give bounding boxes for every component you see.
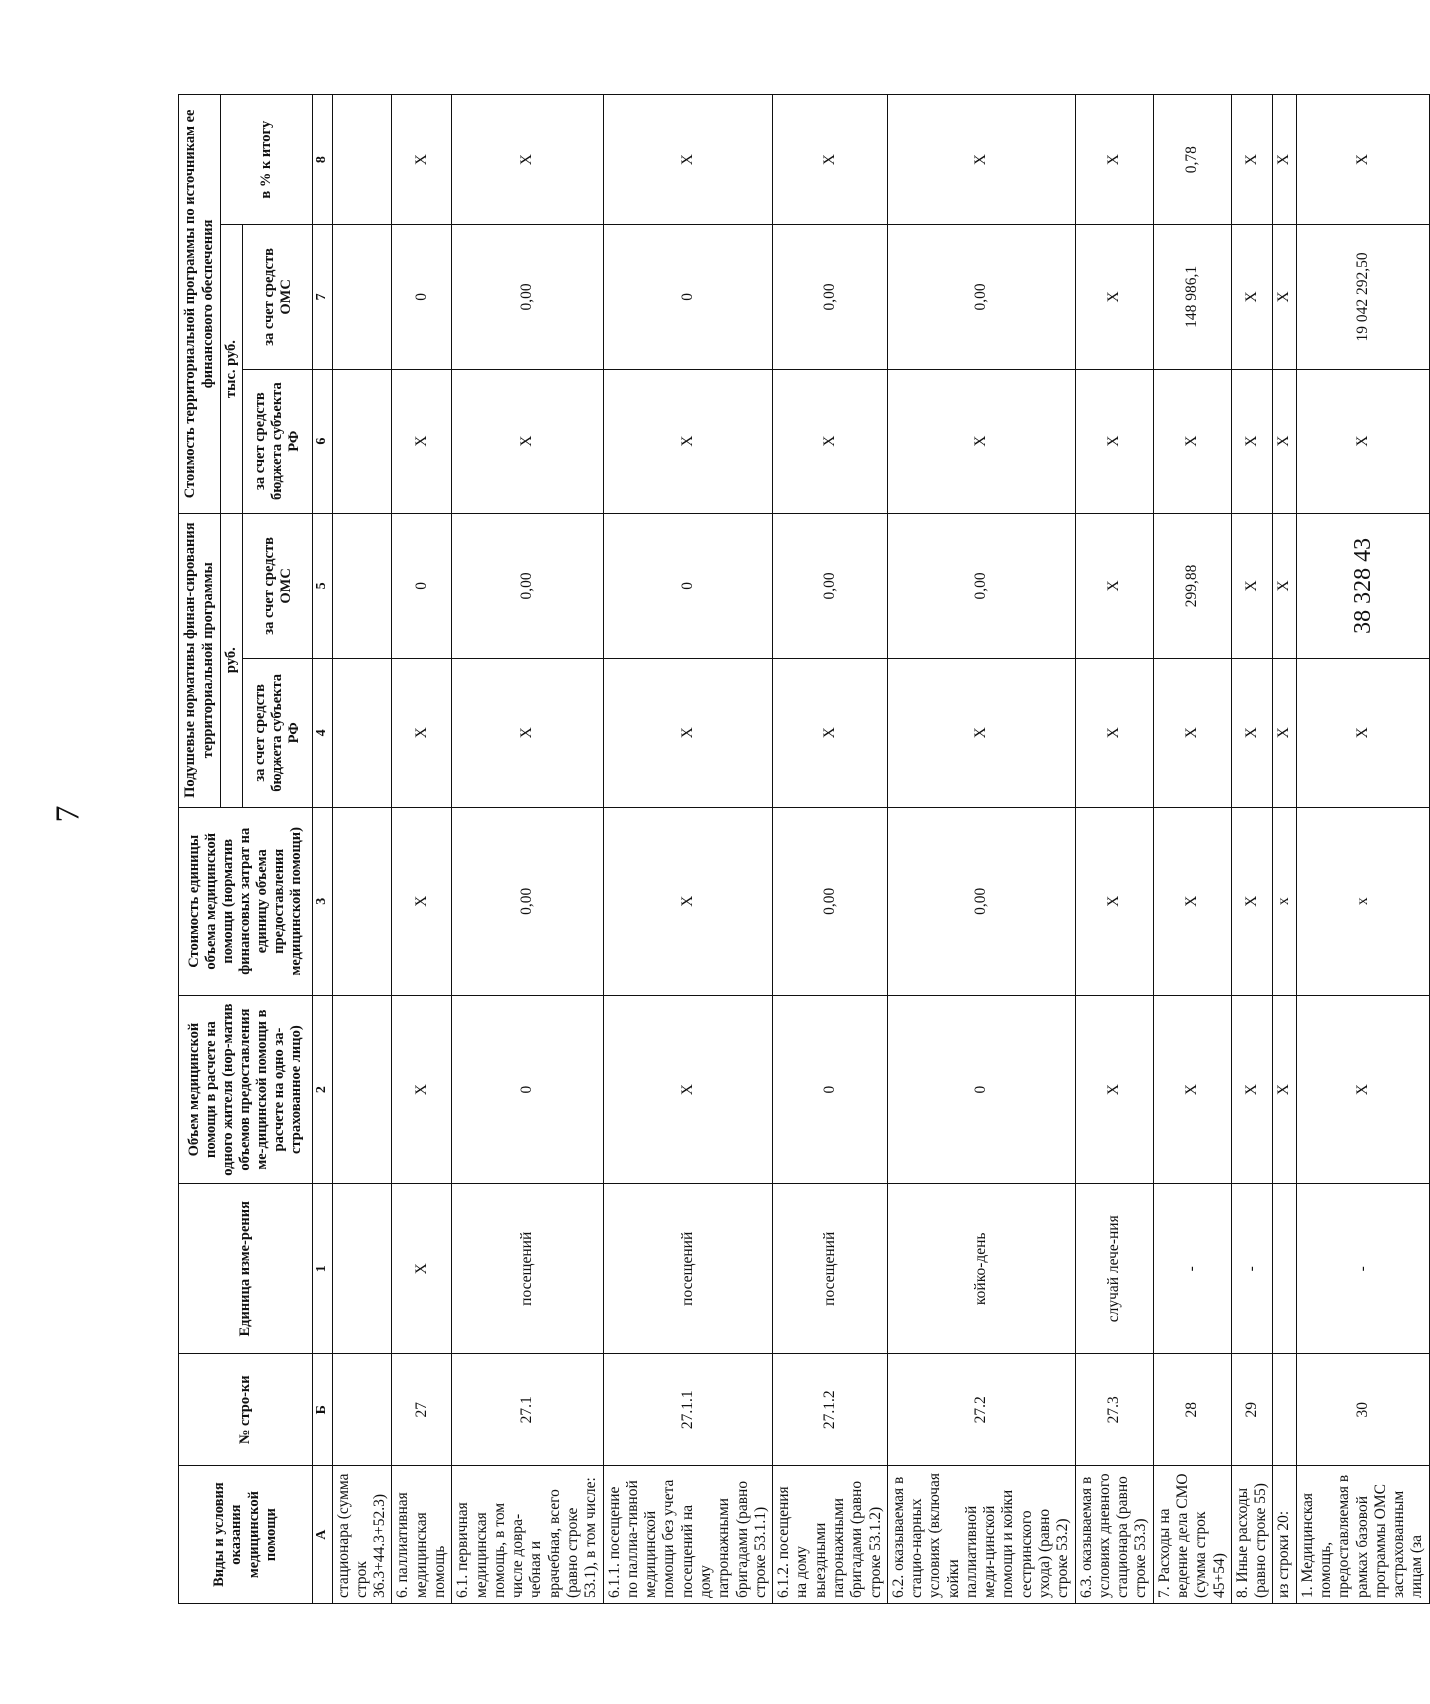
col-number: 4 [313, 659, 333, 808]
col-number: Б [313, 1354, 333, 1466]
cell: Х [1296, 659, 1429, 808]
cell: 0,00 [887, 807, 1075, 995]
cell: Х [1075, 807, 1153, 995]
cell: Х [1153, 369, 1231, 513]
cell [332, 225, 392, 369]
cell: 28 [1153, 1354, 1231, 1466]
cell: Х [1153, 995, 1231, 1183]
cell: 27 [392, 1354, 452, 1466]
cell: 0,00 [773, 225, 888, 369]
cell [332, 513, 392, 658]
col-number: 3 [313, 807, 333, 995]
cell: Х [603, 369, 773, 513]
cell: посещений [603, 1184, 773, 1354]
header-volume: Объем медицинской помощи в расчете на одного жителя (нор-матив объемов предоставления ме-дицинской помощи в расчете на одно за-страхованное лицо) [179, 995, 313, 1183]
cell: Х [1075, 369, 1153, 513]
cell: 0,00 [452, 513, 603, 658]
cell: Х [1153, 659, 1231, 808]
cell: Х [773, 95, 888, 225]
cell: Х [452, 95, 603, 225]
cell: 19 042 292,50 [1296, 225, 1429, 369]
cell: 27.1.2 [773, 1354, 888, 1466]
cell: койко-день [887, 1184, 1075, 1354]
row-name: 7. Расходы на ведение дела СМО (сумма строк 45+54) [1153, 1466, 1231, 1604]
cell: х [1296, 807, 1429, 995]
cell: Х [1231, 807, 1273, 995]
table-row [1273, 95, 1296, 1604]
cell: 299,88 [1153, 513, 1231, 658]
cell [332, 995, 392, 1183]
cell: посещений [773, 1184, 888, 1354]
cell [1273, 1354, 1296, 1466]
page-number: 7 [49, 805, 87, 823]
row-name: 6.1.1. посещение по паллиа-тивной медицинской помощи без учета посещений на дому патронажными бригадами (равно строке 53.1.1) [603, 1466, 773, 1604]
rotated-table-container [178, 94, 1426, 1604]
cell [332, 1184, 392, 1354]
cell: 27.1.1 [603, 1354, 773, 1466]
cell: Х [1231, 513, 1273, 658]
cell: Х [1273, 995, 1296, 1183]
row-name: из строки 20: [1273, 1466, 1296, 1604]
cell: Х [1296, 369, 1429, 513]
cell [332, 807, 392, 995]
col-number: 1 [313, 1184, 333, 1354]
cell: 38 328 43 [1296, 513, 1429, 658]
cell: Х [392, 369, 452, 513]
cell: Х [1231, 225, 1273, 369]
cell: Х [603, 995, 773, 1183]
header-kinds: Виды и условия оказания медицинской помощи [179, 1466, 313, 1604]
cell: Х [1231, 659, 1273, 808]
cell: 0,00 [452, 807, 603, 995]
cell: Х [392, 659, 452, 808]
cell: 0 [603, 513, 773, 658]
program-cost-table [178, 94, 1430, 1604]
cell: 0 [603, 225, 773, 369]
table-row [1296, 95, 1429, 1604]
table-row [887, 95, 1075, 1604]
table-row [1231, 95, 1273, 1604]
cell: 0,00 [773, 807, 888, 995]
header-budget-6: за счет средств бюджета субъекта РФ [243, 369, 313, 513]
table-row [332, 95, 392, 1604]
cell: Х [1075, 659, 1153, 808]
header-budget-4: за счет средств бюджета субъекта РФ [243, 659, 313, 808]
row-name: 8. Иные расходы (равно строке 55) [1231, 1466, 1273, 1604]
cell: - [1296, 1184, 1429, 1354]
col-number: А [313, 1466, 333, 1604]
cell: Х [1153, 807, 1231, 995]
cell [332, 369, 392, 513]
header-row-number: № стро-ки [179, 1354, 313, 1466]
header-percent: в % к итогу [221, 95, 313, 225]
table-row [452, 95, 603, 1604]
cell: 29 [1231, 1354, 1273, 1466]
cell: 27.3 [1075, 1354, 1153, 1466]
cell: Х [1075, 95, 1153, 225]
col-number: 5 [313, 513, 333, 658]
cell [1273, 1184, 1296, 1354]
cell: Х [452, 659, 603, 808]
row-name: 6.2. оказываемая в стацио-нарных условиях (включая койки паллиативной меди-цинской помощи и койки сестринского ухода) (равно строке 53.2) [887, 1466, 1075, 1604]
header-unit-cost: Стоимость единицы объема медицинской помощи (норматив финансовых затрат на единицу объема предоставления медицинской помощи) [179, 807, 313, 995]
cell: Х [1273, 225, 1296, 369]
col-number: 8 [313, 95, 333, 225]
table-row [1075, 95, 1153, 1604]
cell: Х [1231, 995, 1273, 1183]
cell: Х [1273, 95, 1296, 225]
cell: Х [1273, 369, 1296, 513]
cell: Х [392, 807, 452, 995]
cell: Х [452, 369, 603, 513]
cell: Х [773, 369, 888, 513]
cell: х [1273, 807, 1296, 995]
table-row [773, 95, 888, 1604]
cell: Х [1231, 369, 1273, 513]
cell: случай лече-ния [1075, 1184, 1153, 1354]
cell: 0,00 [887, 513, 1075, 658]
cell: 27.2 [887, 1354, 1075, 1466]
cell: Х [603, 807, 773, 995]
cell: Х [773, 659, 888, 808]
cell: посещений [452, 1184, 603, 1354]
cell: Х [392, 995, 452, 1183]
cell: Х [1075, 225, 1153, 369]
cell: 0 [392, 225, 452, 369]
cell: 0,00 [452, 225, 603, 369]
cell: 0 [392, 513, 452, 658]
table-row [603, 95, 773, 1604]
cell: Х [1075, 995, 1153, 1183]
cell: Х [1273, 513, 1296, 658]
header-cost-group: Стоимость территориальной программы по источникам ее финансового обеспечения [179, 95, 221, 514]
cell: Х [1296, 95, 1429, 225]
cell: 148 986,1 [1153, 225, 1231, 369]
cell: 0,78 [1153, 95, 1231, 225]
row-name: 6.3. оказываемая в условиях дневного стационара (равно строке 53.3) [1075, 1466, 1153, 1604]
cell: 0,00 [887, 225, 1075, 369]
row-name: 6.1.2. посещения на дому выездными патронажными бригадами (равно строке 53.1.2) [773, 1466, 888, 1604]
cell: Х [392, 95, 452, 225]
cell: Х [392, 1184, 452, 1354]
cell: Х [887, 369, 1075, 513]
cell: 27.1 [452, 1354, 603, 1466]
cell: Х [1075, 513, 1153, 658]
cell: Х [1296, 995, 1429, 1183]
cell: Х [1231, 95, 1273, 225]
cell [332, 659, 392, 808]
cell: Х [887, 659, 1075, 808]
table-row [392, 95, 452, 1604]
header-unit: Единица изме-рения [179, 1184, 313, 1354]
col-number: 7 [313, 225, 333, 369]
cell: 30 [1296, 1354, 1429, 1466]
cell: 0 [452, 995, 603, 1183]
cell: Х [887, 95, 1075, 225]
cell: - [1231, 1184, 1273, 1354]
header-per-capita-group: Подушевые нормативы финан-сирования территориальной программы [179, 513, 221, 807]
cell: 0 [887, 995, 1075, 1183]
header-unit-rub: руб. [221, 513, 243, 807]
row-name: 6.1. первичная медицинская помощь, в том числе довра-чебная и врачебная, всего (равно строке 53.1), в том числе: [452, 1466, 603, 1604]
cell: 0 [773, 995, 888, 1183]
header-unit-thous: тыс. руб. [221, 225, 243, 513]
col-number: 6 [313, 369, 333, 513]
cell: Х [603, 659, 773, 808]
cell [332, 1354, 392, 1466]
col-number: 2 [313, 995, 333, 1183]
cell: Х [603, 95, 773, 225]
row-name: 6. паллиативная медицинская помощь [392, 1466, 452, 1604]
cell: Х [1273, 659, 1296, 808]
header-oms-5: за счет средств ОМС [243, 513, 313, 658]
header-oms-7: за счет средств ОМС [243, 225, 313, 369]
row-name: стационара (сумма строк 36.3+44.3+52.3) [332, 1466, 392, 1604]
cell: 0,00 [773, 513, 888, 658]
cell [332, 95, 392, 225]
cell: - [1153, 1184, 1231, 1354]
table-row [1153, 95, 1231, 1604]
row-name: 1. Медицинская помощь, предоставляемая в рамках базовой программы ОМС застрахованным лицам (за [1296, 1466, 1429, 1604]
